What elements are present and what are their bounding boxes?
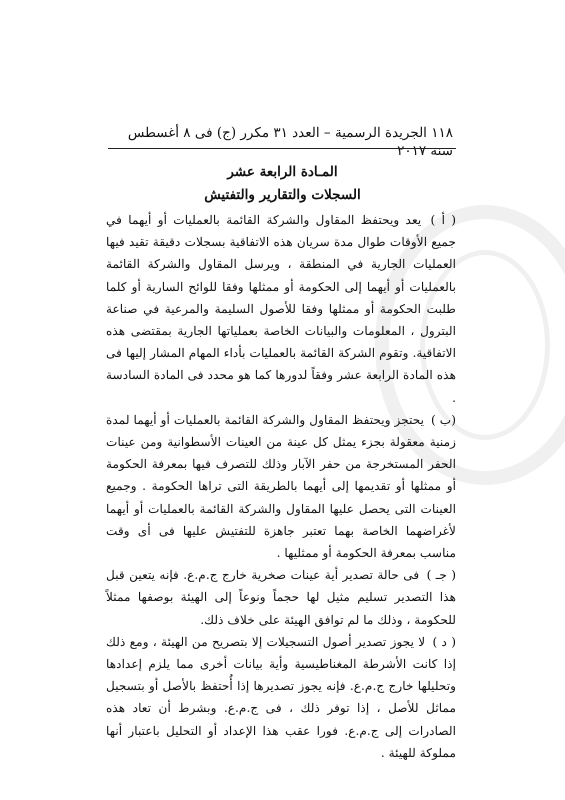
paragraph-marker: (ب ) [431, 412, 456, 427]
article-subtitle: السجلات والتقارير والتفتيش [204, 187, 361, 203]
paragraph-b [106, 409, 456, 564]
paragraph-text: يعد ويحتفظ المقاول والشركة القائمة بالعمليات أو أيهما في جميع الأوقات طوال مدة سريان هذه الاتفاقية بسجلات دقيقة تقيد فيها العمليات الجارية في المنطقة ، ويرسل المقاول والشركة القائمة بالعمليات أو أيهما إلى الحكومة أو ممثلها وفقا للوائح السارية أو كلما طلبت الحكومة أو ممثلها وفقا للأصول السليمة والمرعية في صناعة البترول ، المعلومات والبيانات الخاصة بعملياتها الجارية بمقتضى هذه الاتفاقية. وتقوم الشركة القائمة بالعمليات بأداء المهام المشار إليها فى هذه المادة الرابعة عشر وفقاً لدورها كما هو محدد فى المادة السادسة . [106, 213, 456, 405]
page-header: ١١٨ الجريدة الرسمية – العدد ٣١ مكرر (ج) فى ٨ أغسطس سنة ٢٠١٧ [127, 125, 453, 159]
paragraph-a [106, 209, 456, 409]
paragraph-marker: ( أ ) [430, 213, 457, 227]
paragraph-marker: ( د ) [432, 634, 457, 649]
paragraph-text: يحتجز ويحتفظ المقاول والشركة القائمة بالعمليات أو أيهما لمدة زمنية معقولة بجزء يمثل كل عينة من العينات الأسطوانية ومن عينات الحفر المستخرجة من حفر الآبار وذلك للتصرف فيها بمعرفة الحكومة أو ممثلها أو تقديمها إلى أيهما بالطريقة التى تراها الحكومة . وجميع العينات التى يحصل عليها المقاول والشركة القائمة بالعمليات أو أيهما لأغراضهما الخاصة بهما تعتبر جاهزة للتفتيش عليها فى أى وقت مناسب بمعرفة الحكومة أو ممثليها . [106, 412, 456, 561]
article-body [106, 209, 456, 764]
paragraph-text: لا يجوز تصدير أصول التسجيلات إلا بتصريح من الهيئة ، ومع ذلك إذا كانت الأشرطة المغناطيسية وأية بيانات أخرى مما يلزم إعدادها وتحليلها خارج ج.م.ع. فإنه يجوز تصديرها إذا أُحتفظ بالأصل أو بتسجيل مماثل للأصل ، إذا توفر ذلك ، فى ج.م.ع. وبشرط أن تعاد هذه الصادرات إلى ج.م.ع. فورا عقب هذا الإعداد أو التحليل باعتبار أنها مملوكة للهيئة . [106, 634, 456, 760]
paragraph-c [106, 564, 456, 631]
paragraph-marker: ( جـ ) [426, 568, 456, 583]
paragraph-text: فى حالة تصدير أية عينات صخرية خارج ج.م.ع. فإنه يتعين قبل هذا التصدير تسليم مثيل لها حجماً ونوعاً إلى الهيئة بوصفها ممثلاً للحكومة ، وذلك ما لم توافق الهيئة على خلاف ذلك. [106, 568, 456, 627]
header-divider [108, 148, 456, 149]
article-title: المـادة الرابعة عشر [227, 164, 338, 180]
paragraph-d [106, 631, 456, 764]
